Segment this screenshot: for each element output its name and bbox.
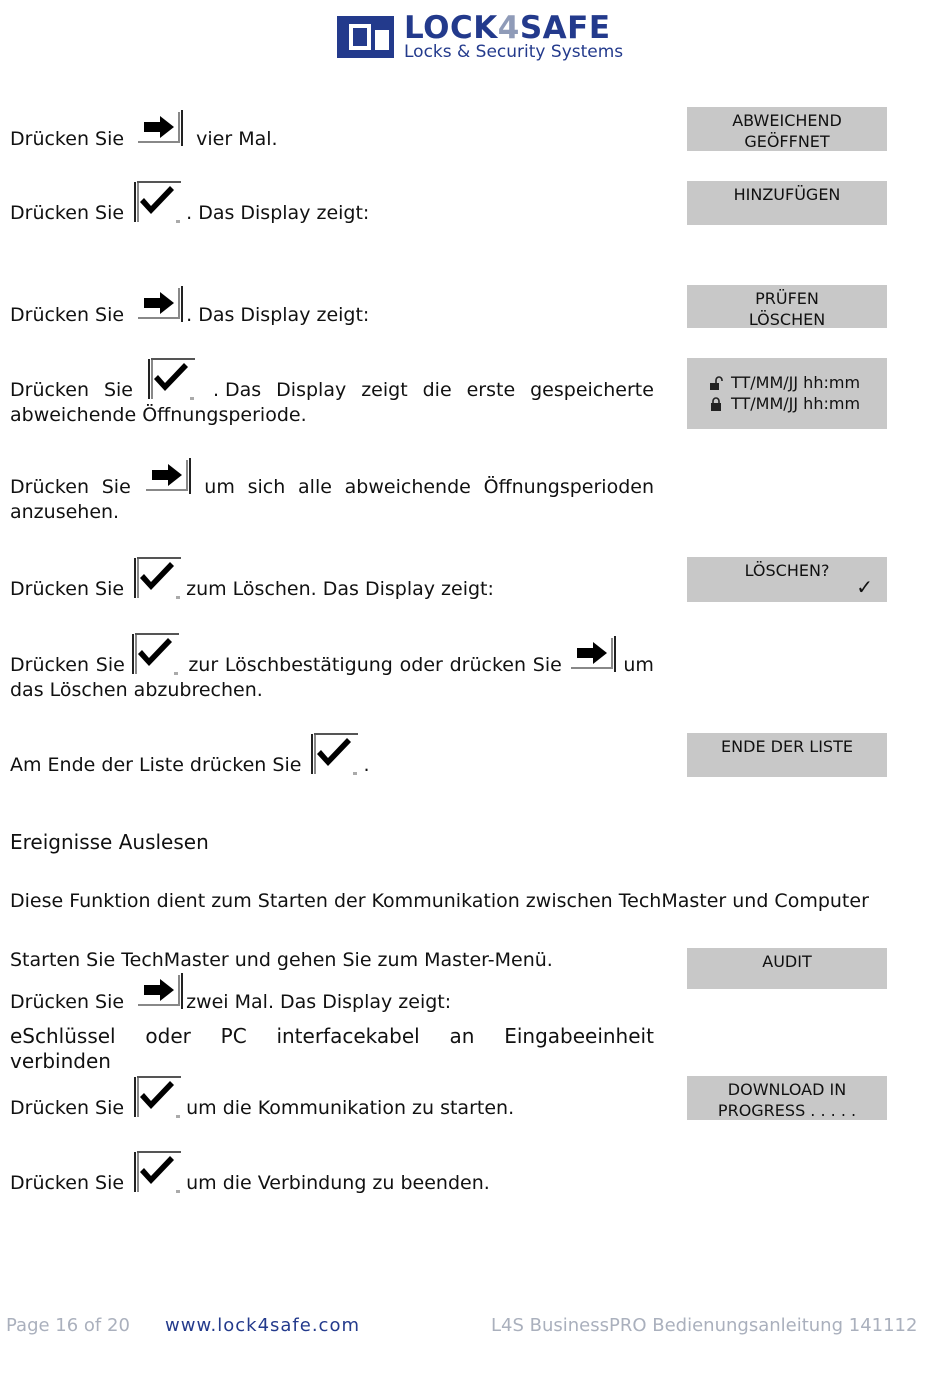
step-8: Am Ende der Liste drücken Sie . [10, 732, 370, 778]
closed-padlock-icon [709, 397, 723, 411]
display-loeschen: LÖSCHEN? ✓ [687, 557, 887, 602]
checkmark-icon: ✓ [856, 575, 873, 599]
check-key-icon [148, 357, 198, 403]
check-key-icon [134, 1075, 184, 1121]
check-key-icon [134, 1150, 184, 1196]
website-link[interactable]: www.lock4safe.com [165, 1315, 361, 1336]
arrow-right-key-icon [144, 458, 192, 500]
step-4: Drücken Sie . Das Display zeigt die erste gespeicherte abweichende Öffnungsperiode. [10, 357, 654, 428]
display-pruefen-loeschen: PRÜFEN LÖSCHEN [687, 285, 887, 328]
check-key-icon [132, 632, 182, 678]
check-key-icon [311, 732, 361, 778]
step-11: eSchlüssel oder PC interfacekabel an Eingabeeinheit verbinden [10, 1024, 654, 1073]
display-download: DOWNLOAD IN PROGRESS . . . . . [687, 1076, 887, 1120]
document-title: L4S BusinessPRO Bedienungsanleitung 141112 [491, 1315, 918, 1336]
brand-name: LOCK4SAFE [404, 10, 611, 46]
open-padlock-icon [709, 376, 723, 390]
section-heading: Ereignisse Auslesen [10, 830, 209, 854]
check-key-icon [134, 556, 184, 602]
page-number: Page 16 of 20 [6, 1315, 130, 1336]
brand-tagline: Locks & Security Systems [404, 42, 624, 62]
display-abweichend: ABWEICHEND GEÖFFNET [687, 107, 887, 151]
step-13: Drücken Sie um die Verbindung zu beenden. [10, 1150, 490, 1196]
arrow-right-key-icon [569, 636, 617, 678]
display-audit: AUDIT [687, 948, 887, 989]
section-intro: Diese Funktion dient zum Starten der Kommunikation zwischen TechMaster und Computer [10, 890, 869, 912]
display-ende-der-liste: ENDE DER LISTE [687, 733, 887, 777]
display-hinzufuegen: HINZUFÜGEN [687, 181, 887, 225]
step-7: Drücken Sie zur Löschbestätigung oder drücken Sie um das Löschen abzubrechen. [10, 632, 654, 703]
check-key-icon [134, 180, 184, 226]
step-2: Drücken Sie . Das Display zeigt: [10, 180, 369, 226]
arrow-right-key-icon [136, 973, 184, 1015]
step-3: Drücken Sie . Das Display zeigt: [10, 286, 369, 328]
lock4safe-logo-icon [337, 16, 394, 58]
display-period: TT/MM/JJ hh:mm TT/MM/JJ hh:mm [687, 358, 887, 429]
step-1: Drücken Sie vier Mal. [10, 110, 278, 152]
step-6: Drücken Sie zum Löschen. Das Display zeigt: [10, 556, 494, 602]
step-5: Drücken Sie um sich alle abweichende Öffnungsperioden anzusehen. [10, 458, 654, 525]
step-10: Drücken Sie zwei Mal. Das Display zeigt: [10, 973, 451, 1015]
arrow-right-key-icon [136, 286, 184, 328]
arrow-right-key-icon [136, 110, 184, 152]
step-9: Starten Sie TechMaster und gehen Sie zum Master-Menü. [10, 949, 553, 971]
brand-logo [337, 12, 637, 62]
step-12: Drücken Sie um die Kommunikation zu starten. [10, 1075, 514, 1121]
